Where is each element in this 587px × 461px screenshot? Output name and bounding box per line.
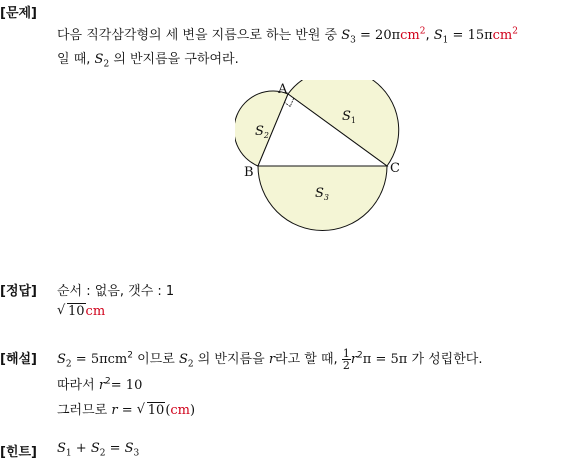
explanation-text-2: 의 반지름을: [197, 352, 265, 367]
problem-line2-prefix: 일 때,: [57, 52, 91, 67]
answer-unit: cm: [85, 304, 106, 319]
problem-line-1: 다음 직각삼각형의 세 변을 지름으로 하는 반원 중 $S_3 = 20\pi cm^2$, $S_1 = 15\pi cm^2$: [57, 26, 518, 46]
s3-label: S: [315, 186, 324, 201]
problem-text: 다음 직각삼각형의 세 변을 지름으로 하는 반원 중: [57, 28, 338, 43]
explanation-line-1: $S_2 = 5\pi cm^2$ 이므로 $S_2$ 의 반지름을 r라고 할 때, $\frac{1}{2}$ $r^2\pi = 5\pi$ 가 성립한다.: [57, 347, 483, 372]
explanation-line-2: 따라서 $r^2= 10$: [57, 376, 143, 393]
problem-line-2: [57, 48, 239, 70]
s3-symbol: $S_3$: [341, 28, 356, 46]
explanation-tag: [해설]: [0, 352, 37, 367]
explanation-unit: cm: [170, 403, 190, 418]
vertex-b-label: B: [244, 165, 254, 180]
answer-tag: [정답]: [0, 284, 37, 299]
explanation-text-4: 가 성립한다.: [411, 352, 483, 367]
semicircle-diagram: [235, 80, 405, 240]
s3-unit: cm: [400, 28, 420, 43]
vertex-c-label: C: [390, 161, 400, 176]
answer-value: [57, 304, 105, 319]
explanation-line-3: 그러므로 r = √ 10(cm): [57, 399, 195, 418]
svg-text:S1: $S_1$: [342, 109, 356, 125]
explanation-therefore: 따라서: [57, 378, 95, 393]
s1-value: 15π: [467, 28, 493, 43]
answer-radicand: 10: [68, 304, 85, 319]
s2-label: S: [255, 124, 264, 139]
explanation-text-3: 라고 할 때,: [275, 352, 338, 367]
s3-value: 20π: [375, 28, 401, 43]
s2-symbol: $S_2$: [94, 52, 110, 70]
explanation-thus: 그러므로: [57, 403, 108, 418]
explanation-eq: π = 5π: [362, 352, 408, 367]
explanation-area: 5πcm: [90, 352, 128, 367]
vertex-a-label: A: [278, 82, 288, 97]
answer-meta: 순서 : 없음, 갯수 : 1: [57, 284, 175, 299]
svg-text:S3: $S_3$: [315, 186, 329, 202]
s1-label: S: [342, 109, 351, 124]
hint-formula: $S_1 + S_2 = S_3$: [57, 441, 140, 459]
s1-unit: cm: [492, 28, 513, 43]
svg-text:S2: $S_2$: [255, 124, 269, 140]
problem-tag: [문제]: [0, 6, 37, 21]
problem-line2-suffix: 의 반지름을 구하여라.: [113, 52, 239, 67]
explanation-text-1: 이므로: [137, 352, 175, 367]
explanation-radicand: 10: [147, 403, 165, 418]
s1-symbol: $S_1$: [433, 28, 449, 46]
hint-tag: [힌트]: [0, 445, 37, 460]
explanation-r-squared: = 10: [110, 378, 143, 393]
